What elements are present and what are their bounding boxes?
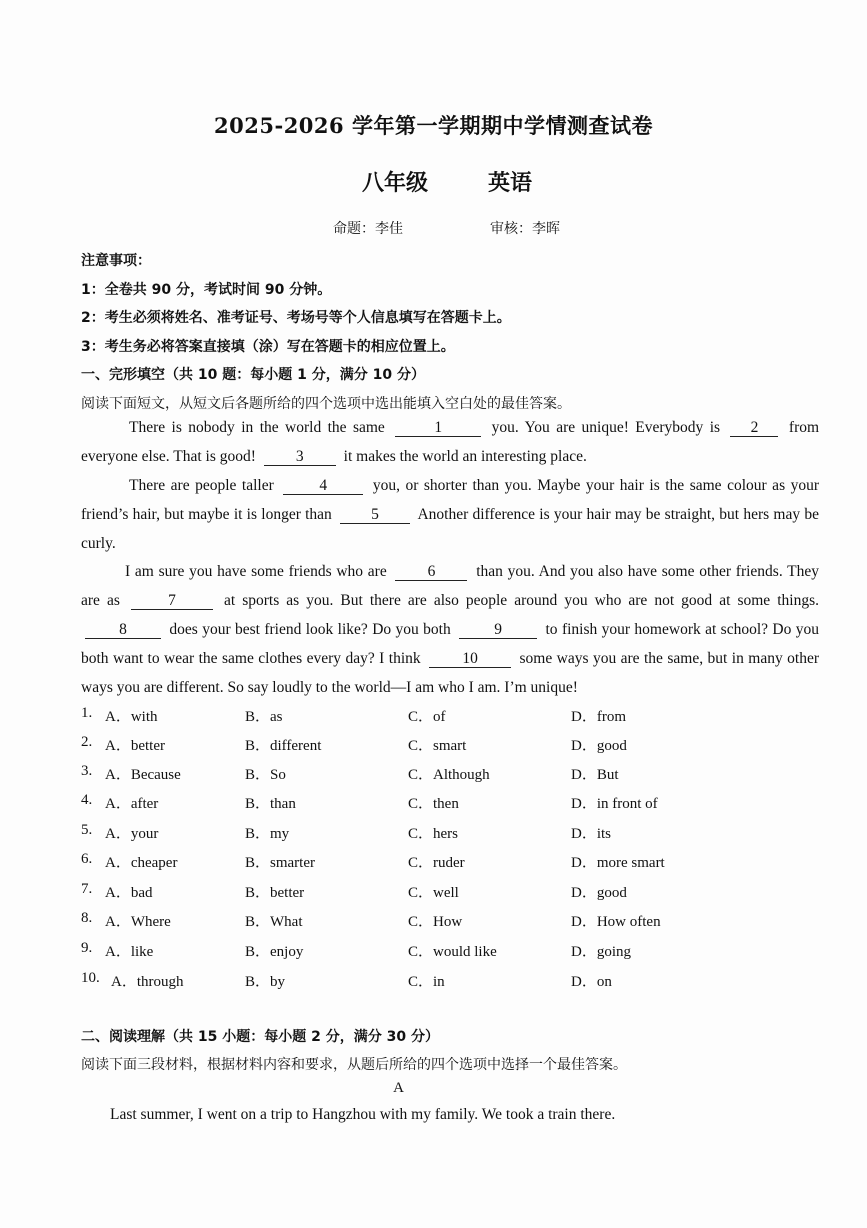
option-b: B．by [245, 974, 286, 990]
question-row [81, 970, 841, 994]
option-d: D．in front of [571, 796, 658, 812]
option-d: D．its [571, 826, 612, 842]
option-a: A．Where [105, 914, 171, 930]
option-a: A．better [105, 738, 165, 754]
blank-2: 2 [730, 420, 778, 437]
option-d: D．good [571, 738, 627, 754]
question-number: 10. [81, 970, 100, 986]
question-number: 1. [81, 705, 93, 721]
question-row [81, 792, 841, 816]
question-row [81, 881, 841, 905]
blank-1: 1 [395, 420, 481, 437]
blank-7: 7 [131, 593, 213, 610]
option-c: C．well [408, 885, 459, 901]
option-c: C．ruder [408, 855, 465, 871]
notice-item: 3：考生务必将答案直接填（涂）写在答题卡的相应位置上。 [81, 339, 455, 355]
section2-heading: 二、阅读理解（共 15 小题：每小题 2 分，满分 30 分） [81, 1029, 439, 1045]
option-b: B．smarter [245, 855, 315, 871]
subject-label: 英语 [488, 170, 533, 196]
option-a: A．like [105, 944, 154, 960]
question-row [81, 822, 841, 846]
cloze-paragraph-3: I am sure you have some friends who are 6 than you. And you also have some other friends. They are as 7 at sports as you. But there are also people around you who are not good at some things. 8 does your best friend look like? Do you both 9 to finish your homework at school? Do you both want to wear the same clothes every day? I think 10 some ways you are the same, but in many other ways you are different. So say loudly to the world—I am who I am. I’m unique! [81, 563, 820, 696]
cloze-paragraph-1: There is nobody in the world the same 1 you. You are unique! Everybody is 2 from everyone else. That is good! 3 it makes the world an interesting place. [81, 419, 820, 465]
blank-3: 3 [264, 449, 336, 466]
section1-heading: 一、完形填空（共 10 题：每小题 1 分，满分 10 分） [81, 367, 425, 383]
exam-title: 2025-2026 学年第一学期期中学情测查试卷 [214, 113, 653, 138]
option-c: C．then [408, 796, 459, 812]
option-d: D．more smart [571, 855, 665, 871]
blank-5: 5 [340, 507, 410, 524]
blank-10: 10 [429, 651, 511, 668]
passage-a-first-line: Last summer, I went on a trip to Hangzhou with my family. We took a train there. [110, 1106, 616, 1123]
option-b: B．So [245, 767, 286, 783]
option-b: B．What [245, 914, 303, 930]
question-number: 2. [81, 734, 93, 750]
question-number: 9. [81, 940, 93, 956]
question-row [81, 734, 841, 758]
option-a: A．through [111, 974, 184, 990]
option-a: A．cheaper [105, 855, 178, 871]
question-number: 8. [81, 910, 93, 926]
option-c: C．hers [408, 826, 458, 842]
notice-item: 2：考生必须将姓名、准考证号、考场号等个人信息填写在答题卡上。 [81, 310, 511, 326]
blank-9: 9 [459, 622, 537, 639]
option-c: C．How [408, 914, 463, 930]
question-number: 3. [81, 763, 93, 779]
option-a: A．after [105, 796, 159, 812]
section1-instruction: 阅读下面短文，从短文后各题所给的四个选项中选出能填入空白处的最佳答案。 [81, 396, 571, 412]
blank-8: 8 [85, 622, 161, 639]
option-a: A．bad [105, 885, 153, 901]
option-d: D．going [571, 944, 632, 960]
option-d: D．from [571, 709, 626, 725]
question-row [81, 705, 841, 729]
option-b: B．as [245, 709, 283, 725]
reviewer-label: 审核：李晖 [490, 221, 560, 237]
question-number: 5. [81, 822, 93, 838]
option-b: B．than [245, 796, 296, 812]
option-c: C．in [408, 974, 445, 990]
setter-label: 命题：李佳 [333, 221, 403, 237]
option-c: C．Although [408, 767, 490, 783]
blank-6: 6 [395, 564, 467, 581]
notice-heading: 注意事项： [81, 253, 151, 269]
option-a: A．your [105, 826, 159, 842]
option-a: A．with [105, 709, 158, 725]
option-b: B．better [245, 885, 305, 901]
option-c: C．smart [408, 738, 467, 754]
blank-4: 4 [283, 478, 363, 495]
question-row [81, 940, 841, 964]
option-d: D．on [571, 974, 612, 990]
section2-instruction: 阅读下面三段材料，根据材料内容和要求，从题后所给的四个选项中选择一个最佳答案。 [81, 1057, 627, 1073]
option-b: B．my [245, 826, 290, 842]
question-row [81, 851, 841, 875]
option-c: C．would like [408, 944, 497, 960]
option-d: D．But [571, 767, 619, 783]
notice-item: 1：全卷共 90 分，考试时间 90 分钟。 [81, 282, 332, 298]
question-number: 6. [81, 851, 93, 867]
option-a: A．Because [105, 767, 181, 783]
option-c: C．of [408, 709, 446, 725]
cloze-paragraph-2: There are people taller 4 you, or shorter than you. Maybe your hair is the same colour as your friend’s hair, but maybe it is longer than 5 Another difference is your hair may be straight, but hers may be curly. [81, 477, 820, 552]
question-number: 7. [81, 881, 93, 897]
question-row [81, 763, 841, 787]
grade-label: 八年级 [362, 170, 429, 196]
option-b: B．enjoy [245, 944, 304, 960]
passage-label: A [393, 1080, 404, 1096]
option-d: D．How often [571, 914, 661, 930]
option-b: B．different [245, 738, 322, 754]
question-number: 4. [81, 792, 93, 808]
option-d: D．good [571, 885, 627, 901]
question-row [81, 910, 841, 934]
